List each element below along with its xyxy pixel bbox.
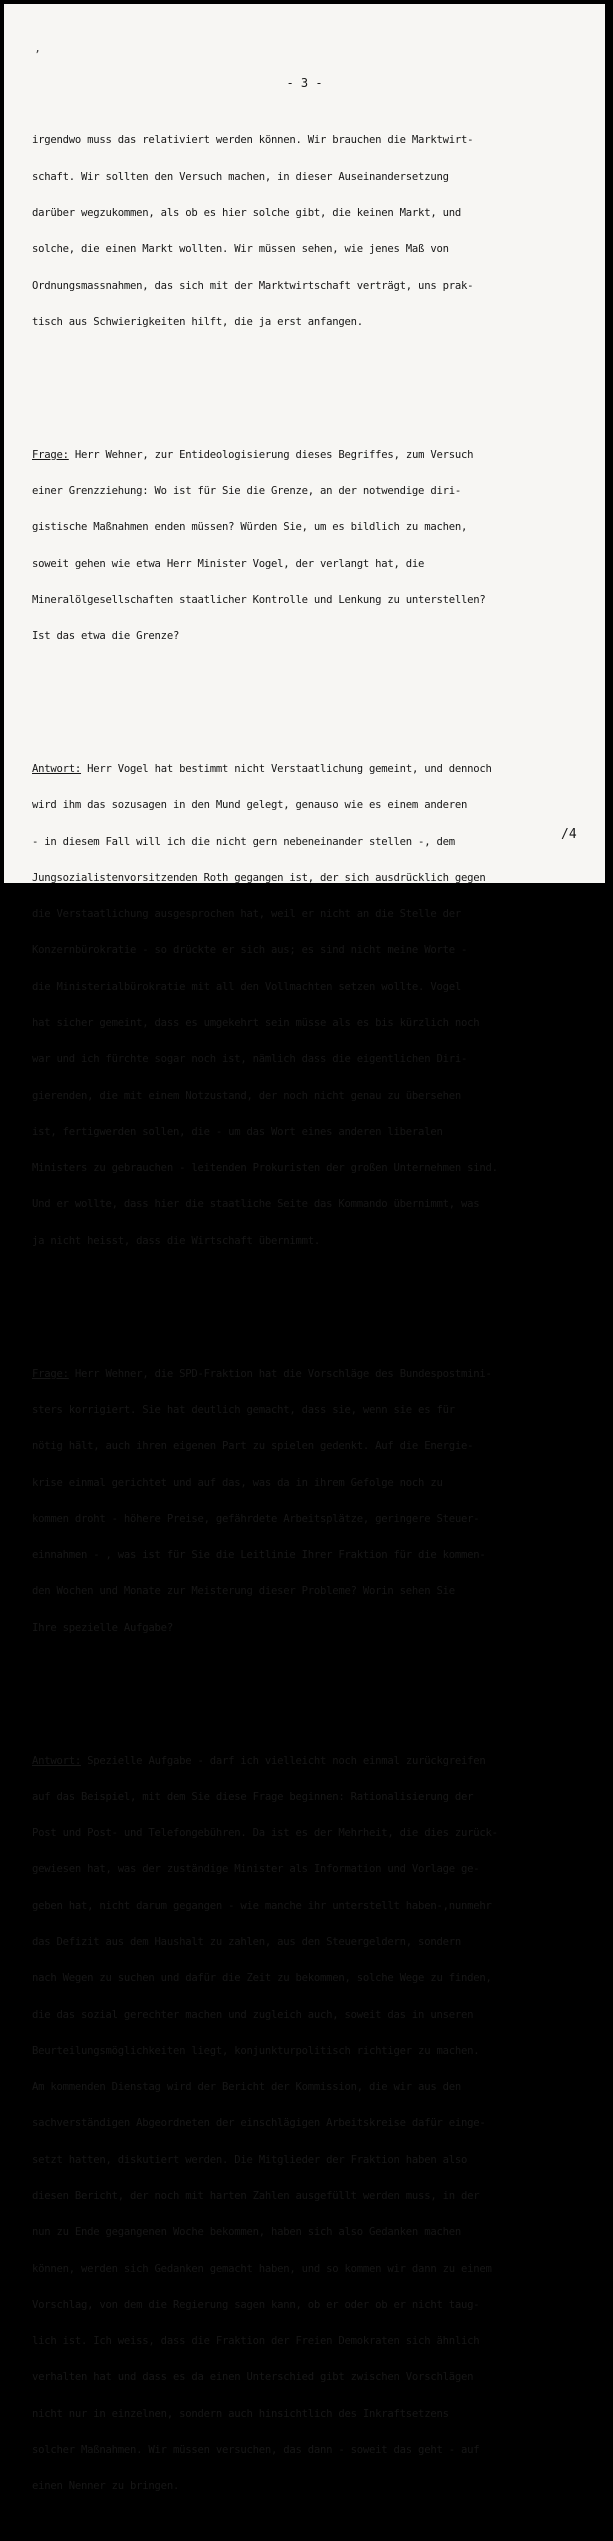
text-line: nicht nur in einzelnen, sondern auch hinsichtlich des Inkraftsetzens xyxy=(32,2407,449,2420)
text-line: nun zu Ende gegangenen Woche bekommen, haben sich also Gedanken machen xyxy=(32,2226,461,2239)
text-line: Herr Vogel hat bestimmt nicht Verstaatlichung gemeint, und dennoch xyxy=(81,763,492,776)
text-line: das Defizit aus dem Haushalt zu zahlen, aus den Steuergeldern, sondern xyxy=(32,1935,461,1948)
text-line: gewiesen hat, was der zuständige Minister als Information und Vorlage ge- xyxy=(32,1863,480,1876)
text-line: - in diesem Fall will ich die nicht gern nebeneinander stellen -, dem xyxy=(32,835,455,848)
page-number: - 3 - xyxy=(286,76,323,90)
text-line: geben hat, nicht darum gegangen - wie manche ihr unterstellt haben-,nunmehr xyxy=(32,1899,492,1912)
answer-paragraph xyxy=(32,739,598,1271)
answer-label: Antwort: xyxy=(32,1754,82,1767)
text-line: setzt hatten, diskutiert werden. Die Mitglieder der Fraktion haben also xyxy=(32,2153,468,2166)
text-line: Jungsozialistenvorsitzenden Roth gegangen ist, der sich ausdrücklich gegen xyxy=(32,871,486,884)
question-paragraph xyxy=(32,1343,598,1657)
text-line: Konzernbürokratie - so drückte er sich aus; es sind nicht meine Worte - xyxy=(32,944,468,957)
text-line: wird ihm das sozusagen in den Mund gelegt, genauso wie es einem anderen xyxy=(32,799,468,812)
text-line: Herr Wehner, zur Entideologisierung dieses Begriffes, zum Versuch xyxy=(68,448,474,461)
text-line: sters korrigiert. Sie hat deutlich gemacht, dass sie, wenn sie es für xyxy=(32,1403,455,1416)
text-line: die Ministerialbürokratie mit all den Vollmachten setzen wollte. Vogel xyxy=(32,980,461,993)
text-line: einen Nenner zu bringen. xyxy=(32,2480,180,2493)
text-line: Ordnungsmassnahmen, das sich mit der Marktwirtschaft verträgt, uns prak- xyxy=(32,279,474,292)
text-line: den Wochen und Monate zur Meisterung dieser Probleme? Worin sehen Sie xyxy=(32,1585,455,1598)
text-line: einnahmen - , was ist für Sie die Leitlinie Ihrer Fraktion für die kommen- xyxy=(32,1549,486,1562)
text-line: Am kommenden Dienstag wird der Bericht der Kommission, die wir aus den xyxy=(32,2081,461,2094)
text-line: Herr Wehner, die SPD-Fraktion hat die Vorschläge des Bundespostmini- xyxy=(68,1367,492,1380)
text-line: gierenden, die mit einem Notzustand, der noch nicht genau zu übersehen xyxy=(32,1089,461,1102)
text-line: soweit gehen wie etwa Herr Minister Vogel, der verlangt hat, die xyxy=(32,557,425,570)
text-line: krise einmal gerichtet und auf das, was da in ihrem Gefolge noch zu xyxy=(32,1476,443,1489)
text-line: nötig hält, auch ihren eigenen Part zu spielen gedenkt. Auf die Energie- xyxy=(32,1440,474,1453)
answer-paragraph xyxy=(32,1730,598,2516)
text-line: Spezielle Aufgabe - darf ich vielleicht noch einmal zurückgreifen xyxy=(81,1754,486,1767)
text-line: die Verstaatlichung ausgesprochen hat, weil er nicht an die Stelle der xyxy=(32,908,461,921)
page-mark: ’ xyxy=(34,48,41,61)
text-line: solcher Maßnahmen. Wir müssen versuchen, das dann - soweit das geht - auf xyxy=(32,2443,480,2456)
text-line: schaft. Wir sollten den Versuch machen, in dieser Auseinandersetzung xyxy=(32,170,449,183)
text-line: gistische Maßnahmen enden müssen? Würden Sie, um es bildlich zu machen, xyxy=(32,521,468,534)
question-paragraph xyxy=(32,425,598,667)
document-page xyxy=(4,4,605,2493)
text-line: Und er wollte, dass hier die staatliche Seite das Kommando übernimmt, was xyxy=(32,1198,480,1211)
text-line: einer Grenzziehung: Wo ist für Sie die Grenze, an der notwendige diri- xyxy=(32,485,461,497)
text-line: Vorschlag, von dem die Regierung sagen kann, ob er oder ob er nicht taug- xyxy=(32,2298,480,2311)
text-line: war und ich fürchte sogar noch ist, nämlich dass die eigentlichen Diri- xyxy=(32,1053,468,1066)
text-line: irgendwo muss das relativiert werden können. Wir brauchen die Marktwirt- xyxy=(32,134,474,147)
text-line: Mineralölgesellschaften staatlicher Kontrolle und Lenkung zu unterstellen? xyxy=(32,593,486,606)
text-line: lich ist. Ich weiss, dass die Fraktion der Freien Demokraten sich ähnlich xyxy=(32,2335,480,2348)
text-line: Post und Post- und Telefongebühren. Da ist es der Mehrheit, die dies zurück- xyxy=(32,1827,498,1840)
text-line: hat sicher gemeint, dass es umgekehrt sein müsse als es bis kürzlich noch xyxy=(32,1017,480,1030)
text-line: tisch aus Schwierigkeiten hilft, die ja erst anfangen. xyxy=(32,315,363,328)
answer-label: Antwort: xyxy=(32,763,82,776)
text-line: ist, fertigwerden sollen, die - um das Wort eines anderen liberalen xyxy=(32,1125,443,1138)
text-line: kommen droht - höhere Preise, gefährdete Arbeitsplätze, geringere Steuer- xyxy=(32,1512,480,1525)
question-label: Frage: xyxy=(32,1367,69,1380)
intro-paragraph xyxy=(32,110,598,352)
text-line: ja nicht heisst, dass die Wirtschaft übernimmt. xyxy=(32,1234,321,1247)
text-line: solche, die einen Markt wollten. Wir müssen sehen, wie jenes Maß von xyxy=(32,243,449,256)
text-line: diesen Bericht, der noch mit harten Zahlen ausgefüllt werden muss, in der xyxy=(32,2189,480,2202)
text-line: können, werden sich Gedanken gemacht haben, und so kommen wir dann zu einem xyxy=(32,2262,492,2275)
text-line: Ist das etwa die Grenze? xyxy=(32,630,180,643)
text-line: Beurteilungsmöglichkeiten liegt, konjunkturpolitisch richtiger zu machen. xyxy=(32,2044,480,2057)
text-line: nach Wegen zu suchen und dafür die Zeit zu bekommen, solche Wege zu finden, xyxy=(32,1972,492,1985)
document-body xyxy=(32,86,598,2541)
continuation-mark: /4 xyxy=(561,827,577,842)
text-line: die das sozial gerechter machen und zugleich auch, soweit das in unseren xyxy=(32,2008,474,2021)
text-line: verhalten hat und dass es da einen Unterschied gibt zwischen Vorschlägen xyxy=(32,2371,474,2384)
text-line: Ihre spezielle Aufgabe? xyxy=(32,1621,173,1634)
text-line: darüber wegzukommen, als ob es hier solche gibt, die keinen Markt, und xyxy=(32,206,461,219)
text-line: sachverständigen Abgeordneten der einschlägigen Arbeitskreise dafür einge- xyxy=(32,2117,486,2130)
text-line: Ministers zu gebrauchen - leitenden Prokuristen der großen Unternehmen sind. xyxy=(32,1162,498,1175)
question-label: Frage: xyxy=(32,448,69,461)
text-line: auf das Beispiel, mit dem Sie diese Frage beginnen: Rationalisierung der xyxy=(32,1790,474,1803)
